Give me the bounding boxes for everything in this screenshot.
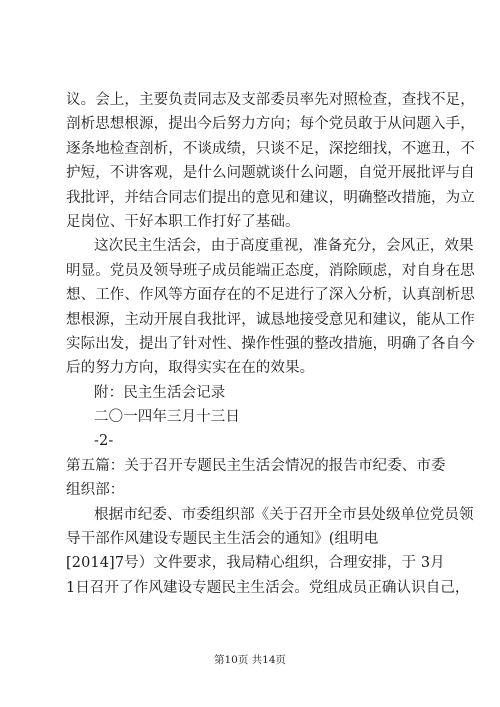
text-line-10: 想根源，主动开展自我批评，诚恳地接受意见和建议，能从工作 — [66, 311, 475, 328]
page-marker: -2- — [94, 433, 114, 450]
text-line-21: 1日召开了作风建设专题民主生活会。党组成员正确认识自己， — [66, 579, 470, 596]
text-line-11: 实际出发，提出了针对性、操作性强的整改措施，明确了各自今 — [66, 335, 475, 352]
text-line-9: 想、工作、作风等方面存在的不足进行了深入分析，认真剖析思 — [66, 287, 475, 304]
text-line-5: 我批评，并结合同志们提出的意见和建议，明确整改措施，为立 — [66, 189, 475, 206]
date-line: 二〇一四年三月十三日 — [94, 409, 240, 426]
text-line-8: 明显。党员及领导班子成员能端正态度，消除顾虑，对自身在思 — [66, 262, 475, 279]
text-line-12: 后的努力方向，取得实实在在的效果。 — [66, 360, 315, 377]
text-line-18: 根据市纪委、市委组织部《关于召开全市县处级单位党员领 — [94, 506, 474, 523]
text-line-7: 这次民主生活会，由于高度重视，准备充分，会风正，效果 — [94, 238, 474, 255]
text-line-2: 剖析思想根源，提出今后努力方向；每个党员敢于从问题入手， — [66, 116, 475, 133]
section-heading-cont: 组织部： — [66, 482, 125, 499]
text-line-1: 议。会上，主要负责同志及支部委员率先对照检查，查找不足， — [66, 92, 475, 108]
attachment-line: 附：民主生活会记录 — [94, 384, 226, 401]
text-line-3: 逐条地检查剖析，不谈成绩，只谈不足，深挖细找，不遮丑，不 — [66, 140, 475, 157]
text-line-20: [2014]7号）文件要求，我局精心组织，合理安排，于 3月 — [66, 555, 445, 572]
section-heading: 第五篇：关于召开专题民主生活会情况的报告市纪委、市委 — [66, 457, 446, 474]
page-number-footer: 第10页 共14页 — [213, 654, 287, 666]
text-line-6: 足岗位、干好本职工作打好了基础。 — [66, 213, 300, 230]
text-line-19: 导干部作风建设专题民主生活会的通知》(组明电 — [66, 531, 379, 548]
text-line-4: 护短，不讲客观，是什么问题就谈什么问题，自觉开展批评与自 — [66, 165, 475, 182]
body-text — [66, 88, 475, 600]
